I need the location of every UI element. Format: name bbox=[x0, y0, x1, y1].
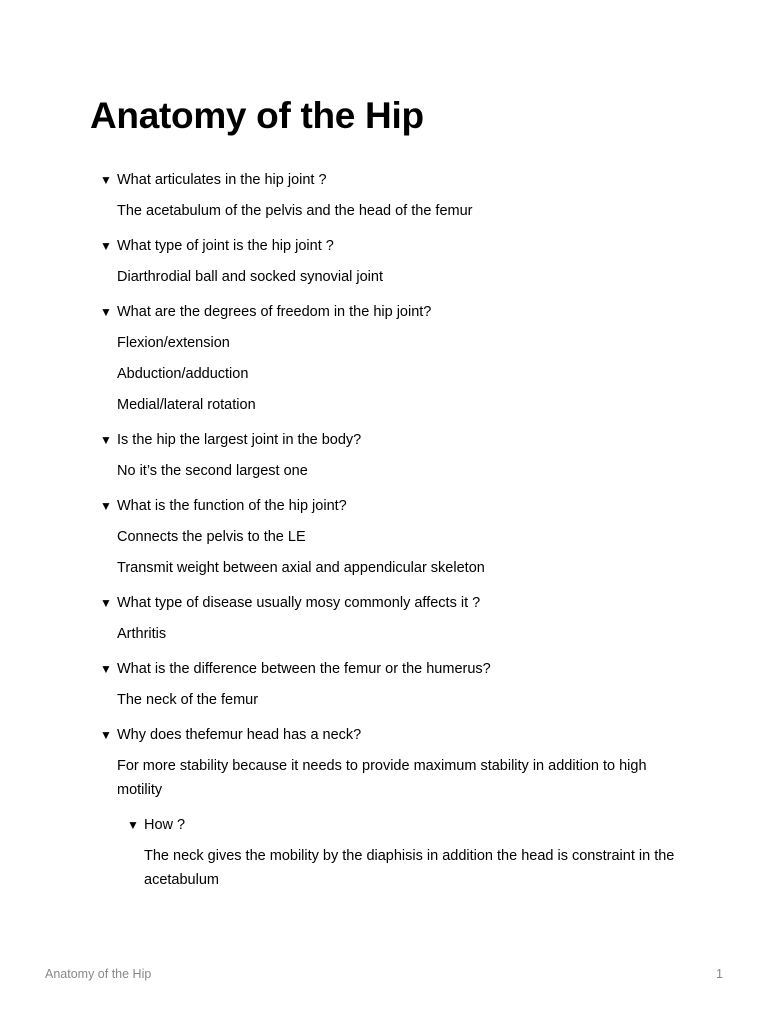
toggle-block bbox=[100, 723, 680, 892]
toggle-content bbox=[117, 754, 680, 802]
toggle-block bbox=[100, 168, 680, 223]
toggle-content bbox=[117, 622, 680, 646]
toggle-question[interactable]: What articulates in the hip joint ? bbox=[117, 172, 327, 188]
triangle-down-icon[interactable]: ▼ bbox=[100, 499, 112, 513]
triangle-down-icon[interactable]: ▼ bbox=[100, 596, 112, 610]
nested-toggle-block bbox=[127, 813, 680, 892]
toggle-block bbox=[100, 234, 680, 289]
toggle-content bbox=[117, 199, 680, 223]
toggle-question[interactable]: Why does thefemur head has a neck? bbox=[117, 727, 362, 743]
triangle-down-icon[interactable]: ▼ bbox=[127, 818, 139, 832]
answer-text: No it’s the second largest one bbox=[117, 463, 308, 479]
answer-text: The neck of the femur bbox=[117, 692, 259, 708]
toggle-block bbox=[100, 494, 680, 580]
toggle-block bbox=[100, 591, 680, 646]
answer-text: Abduction/adduction bbox=[117, 366, 249, 382]
toggle-content bbox=[117, 525, 680, 580]
triangle-down-icon[interactable]: ▼ bbox=[100, 173, 112, 187]
toggle-content bbox=[117, 688, 680, 712]
toggle-question[interactable]: What is the difference between the femur or the humerus? bbox=[117, 661, 491, 677]
toggle-question[interactable]: What are the degrees of freedom in the hip joint? bbox=[117, 304, 432, 320]
triangle-down-icon[interactable]: ▼ bbox=[100, 433, 112, 447]
triangle-down-icon[interactable]: ▼ bbox=[100, 239, 112, 253]
toggle-content bbox=[117, 331, 680, 417]
toggle-question[interactable]: Is the hip the largest joint in the body? bbox=[117, 432, 362, 448]
answer-text: Medial/lateral rotation bbox=[117, 397, 256, 413]
triangle-down-icon[interactable]: ▼ bbox=[100, 662, 112, 676]
answer-text: For more stability because it needs to provide maximum stability in addition to high motility bbox=[117, 758, 647, 798]
toggle-block bbox=[100, 428, 680, 483]
toggle-question[interactable]: What is the function of the hip joint? bbox=[117, 498, 347, 514]
answer-text: Flexion/extension bbox=[117, 335, 230, 351]
answer-text: Connects the pelvis to the LE bbox=[117, 529, 306, 545]
toggle-block bbox=[100, 657, 680, 712]
toggle-question[interactable]: What type of disease usually mosy commonly affects it ? bbox=[117, 595, 481, 611]
toggle-content bbox=[117, 265, 680, 289]
answer-text: Transmit weight between axial and appendicular skeleton bbox=[117, 560, 485, 576]
toggle-content bbox=[144, 844, 680, 892]
footer-document-title: Anatomy of the Hip bbox=[45, 967, 152, 981]
answer-text: The neck gives the mobility by the diaphisis in addition the head is constraint in the acetabulum bbox=[144, 848, 675, 888]
triangle-down-icon[interactable]: ▼ bbox=[100, 305, 112, 319]
toggle-question[interactable]: How ? bbox=[144, 817, 186, 833]
toggle-question[interactable]: What type of joint is the hip joint ? bbox=[117, 238, 334, 254]
triangle-down-icon[interactable]: ▼ bbox=[100, 728, 112, 742]
answer-text: The acetabulum of the pelvis and the head of the femur bbox=[117, 203, 473, 219]
page-title: Anatomy of the Hip bbox=[90, 95, 424, 136]
footer-page-number: 1 bbox=[716, 967, 723, 981]
toggle-content bbox=[117, 459, 680, 483]
toggle-block bbox=[100, 300, 680, 417]
toggle-list bbox=[100, 168, 680, 903]
answer-text: Diarthrodial ball and socked synovial joint bbox=[117, 269, 383, 285]
answer-text: Arthritis bbox=[117, 626, 167, 642]
